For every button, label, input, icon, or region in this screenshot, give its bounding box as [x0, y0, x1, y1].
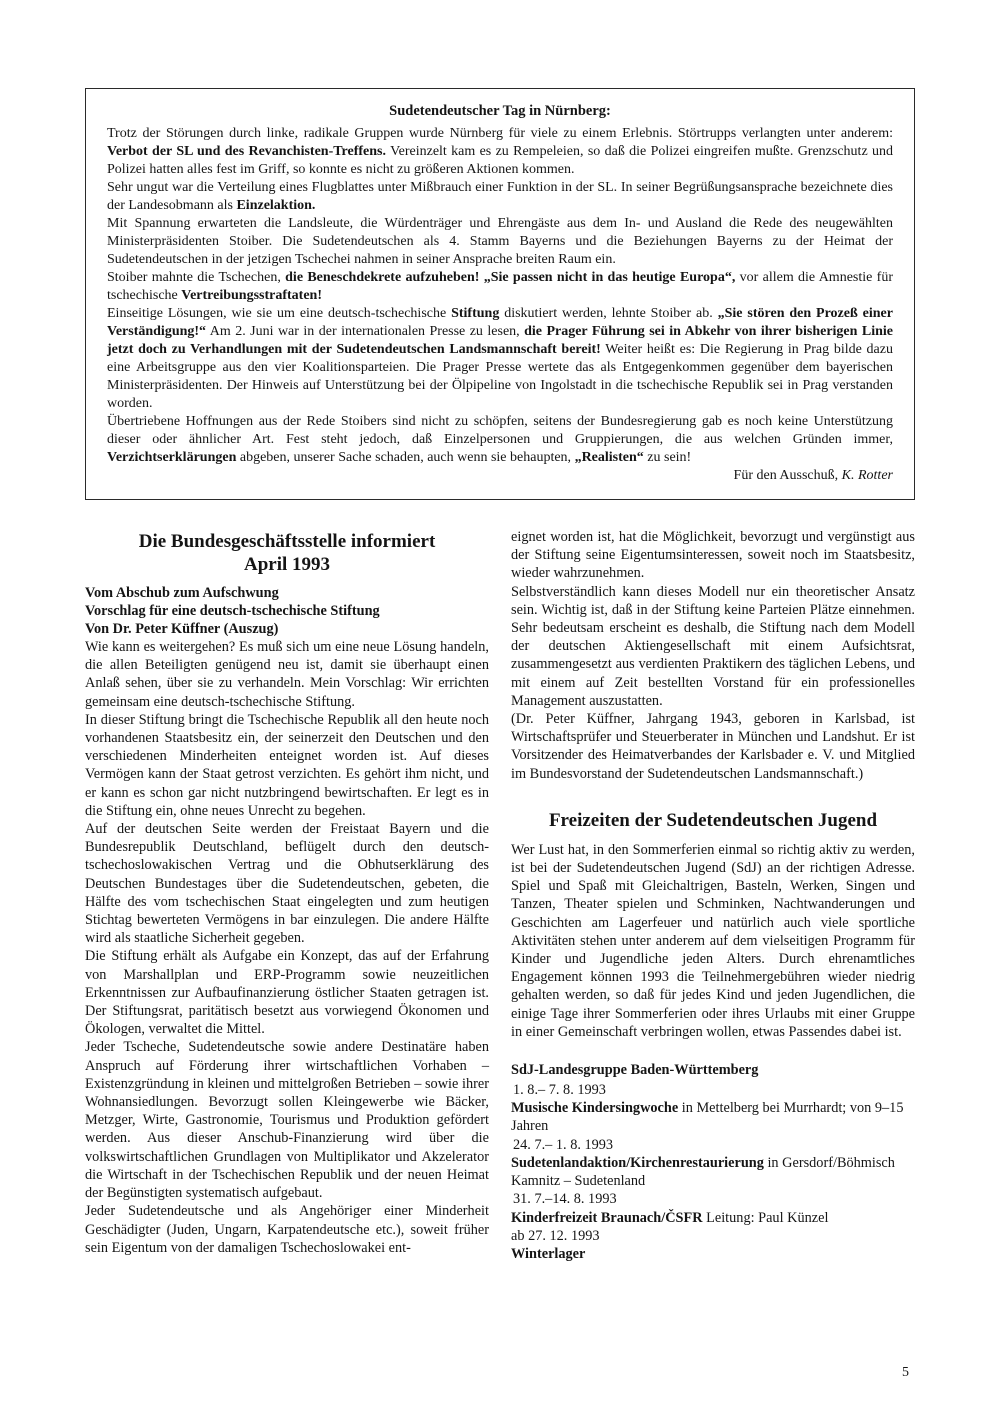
- event-item: Sudetenlandaktion/Kirchenrestaurierung in Gersdorf/Böhmisch Kamnitz – Sudetenland: [511, 1154, 895, 1190]
- info-box: [85, 88, 915, 500]
- event-item: Kinderfreizeit Braunach/ČSFR Leitung: Paul Künzel: [511, 1209, 829, 1226]
- article-paragraph: Selbstverständlich kann dieses Modell nur ein theoretischer Ansatz sein. Wichtig ist, daß in der Stiftung keine Parteien Plätze einnehmen. Sehr bedeutsam erscheint es deshalb, die Stiftung nach dem Modell der deutschen Aktiengesellschaft mit einem Aufsichtsrat, zusammengesetzt aus verdienten Praktikern des täglichen Lebens, und mit einem auf Zeit bestellten Vorstand für ein professionelles Management auszustatten.: [511, 583, 915, 709]
- event-list: [511, 1081, 915, 1263]
- box-paragraph: Stoiber mahnte die Tschechen, die Beneschdekrete aufzuheben! „Sie passen nicht in das heutige Europa“, vor allem die Amnestie für tschechische Vertreibungsstraftaten!: [107, 270, 893, 303]
- box-paragraph: Einseitige Lösungen, wie sie um eine deutsch-tschechische Stiftung diskutiert werden, lehnte Stoiber ab. „Sie stören den Prozeß einer Verständigung!“ Am 2. Juni war in der internationalen Presse zu lesen, die Prager Führung sei in Abkehr von ihrer bisherigen Linie jetzt doch zu Verhandlungen mit der Sudetendeutschen Landsmannschaft bereit! Weiter heißt es: Die Regierung in Prag bilde dazu eine Arbeitsgruppe aus den vier Koalitionsparteien. Die Prager Presse wertete das als Entgegenkommen gegenüber dem bayerischen Ministerpräsidenten. Der Hinweis auf Unterstützung bei der Ölpipeline von Ingolstadt in die tschechische Republik sei in Prag verstanden worden.: [107, 306, 893, 411]
- article-paragraph: Wer Lust hat, in den Sommerferien einmal so richtig aktiv zu werden, ist bei der Sudetendeutschen Jugend (SdJ) an der richtigen Adresse. Spiel und Spaß mit Gleichaltrigen, Basteln, Werken, Singen und Tanzen, Theater spielen und Schminken, Nachtwanderungen und Geschichten am Lagerfeuer und natürlich auch viele sportliche Aktivitäten stehen unter anderem auf dem vielseitigen Programm für Kinder und Jugendliche jeden Alters. Durch ehrenamtliches Engagement können 1993 die Teilnehmergebühren wieder niedrig gehalten werden, so daß für jedes Kind und jeden Jugendlichen, die einige Tage ihrer Sommerferien oder ihres Urlaubs mit einer Gruppe in einer Gemeinschaft verbringen wollen, etwas Passendes dabei ist.: [511, 841, 915, 1040]
- article-subtitle: Vom Abschub zum Aufschwung: [85, 585, 279, 601]
- article-title: Die Bundesgeschäftsstelle informiert: [138, 531, 436, 552]
- box-paragraph: Sehr ungut war die Verteilung eines Flugblattes unter Mißbrauch einer Funktion in der SL. In seiner Begrüßungsansprache bezeichnete dies der Landesobmann als Einzelaktion.: [107, 180, 893, 213]
- event-date: 24. 7.– 1. 8. 1993: [513, 1136, 614, 1153]
- article-subtitle: Vorschlag für eine deutsch-tschechische Stiftung: [85, 603, 380, 619]
- article-paragraph: (Dr. Peter Küffner, Jahrgang 1943, geboren in Karlsbad, ist Wirtschaftsprüfer und Steuerberater in München und Landshut. Er ist Vorsitzender des Heimatverbandes der Karlsbader e. V. und Mitglied im Bundesvorstand der Sudetendeutschen Landsmannschaft.): [511, 711, 915, 782]
- article-date: April 1993: [243, 554, 331, 575]
- box-title: Sudetendeutscher Tag in Nürnberg:: [389, 103, 611, 119]
- article-paragraph: Die Stiftung erhält als Aufgabe ein Konzept, das auf der Erfahrung von Marshallplan und ERP-Programm sowie neuzeitlichen Erkenntnissen zur Aufbaufinanzierung östlicher Staaten getragen ist. Der Stiftungsrat, paritätisch besetzt aus vorwiegend Ökonomen und Ökologen, verwaltet die Mittel.: [85, 948, 489, 1038]
- article-paragraph: Wie kann es weitergehen? Es muß sich um eine neue Lösung handeln, die allen Beteiligten genügend neu ist, damit sie überhaupt einen Anlaß sehen, über sie zu verhandeln. Mein Vorschlag: Wir errichten gemeinsam eine deutsch-tschechische Stiftung.: [85, 639, 489, 710]
- group-heading: SdJ-Landesgruppe Baden-Württemberg: [511, 1062, 759, 1079]
- event-item: Winterlager: [511, 1245, 586, 1262]
- page-number: 5: [902, 1365, 909, 1380]
- event-date: 31. 7.–14. 8. 1993: [513, 1191, 617, 1208]
- article-heading: [85, 530, 489, 576]
- article-paragraph: eignet worden ist, hat die Möglichkeit, bevorzugt und vergünstigt aus der Stiftung seine Eigentumsinteressen, soweit noch im Staatsbesitz, wieder wahrzunehmen.: [511, 529, 915, 582]
- article-paragraph: In dieser Stiftung bringt die Tschechische Republik all den heute noch vorhandenen Staatsbesitz ein, der seinerzeit den Deutschen und den verschiedenen Minderheiten enteignet worden ist. Auf dieses Vermögen kann der Staat getrost verzichten. Es gehört ihm nicht, und er kann es schon gar nicht nutzbringend bewirtschaften. Er legt es in die Stiftung ein, ohne neues Unrecht zu begehen.: [85, 711, 489, 819]
- article-paragraph: Jeder Sudetendeutsche und als Angehöriger einer Minderheit Geschädigter (Juden, Ungarn, Karpatendeutsche etc.), soweit früher sein Eigentum von der damaligen Tschechoslowakei ent-: [85, 1203, 489, 1256]
- box-signature: Für den Ausschuß, K. Rotter: [733, 468, 893, 483]
- event-date: ab 27. 12. 1993: [511, 1227, 600, 1244]
- box-paragraph: Mit Spannung erwarteten die Landsleute, die Würdenträger und Ehrengäste aus dem In- und Ausland die Rede des neugewählten Ministerpräsidenten Stoiber. Die Sudetendeutschen als 4. Stamm Bayerns und die Beziehungen Bayerns zu der Heimat der Sudetendeutschen in der jetzigen Tschechei nahmen in seiner Ansprache breiten Raum ein.: [107, 216, 893, 267]
- article-paragraph: Auf der deutschen Seite werden der Freistaat Bayern und die Bundesrepublik Deutschland, beflügelt durch den deutsch-tschechoslowakischen Vertrag und die Obhutserklärung des Deutschen Bundestages über die Sudetendeutschen, gebeten, die Hälfte des vom tschechischen Staat eingelegten und zum heutigen Stichtag bewerteten Vermögens in bar einzulegen. Die andere Hälfte wird als staatliche Sicherheit gegeben.: [85, 821, 489, 947]
- article-author: Von Dr. Peter Küffner (Auszug): [85, 621, 279, 637]
- section-title: Freizeiten der Sudetendeutschen Jugend: [548, 809, 878, 831]
- right-column: [511, 528, 915, 1263]
- box-paragraph: Trotz der Störungen durch linke, radikale Gruppen wurde Nürnberg für viele zu einem Erlebnis. Störtrupps verlangten unter anderem: Verbot der SL und des Revanchisten-Treffens. Vereinzelt kam es zu Rempeleien, so daß die Polizei eingreifen mußte. Grenzschutz und Polizei hatten alles fest im Griff, so konnte es nicht zu größeren Aktionen kommen.: [107, 126, 893, 177]
- left-column: [85, 528, 489, 1257]
- article-paragraph: Jeder Tscheche, Sudetendeutsche sowie andere Destinatäre haben Anspruch auf Förderung ihrer wirtschaftlichen Vorhaben – Existenzgründung in kleinen und mittelgroßen Betrieben – sowie ihrer Wohnansiedlungen. Bevorzugt sollen Kleingewerbe wie Bäcker, Metzger, Wirte, Gastronomie, Tourismus und Produktion gefördert werden. Aus dieser Anschub-Finanzierung wird über die volkswirtschaftlichen Grundlagen von Multiplikator und Akzelerator die Wirtschaft in der Tschechischen Republik und der neuen Heimat der Begünstigten systematisch aufgebaut.: [85, 1039, 489, 1202]
- event-item: Musische Kindersingwoche in Mettelberg bei Murrhardt; von 9–15 Jahren: [511, 1100, 904, 1135]
- box-paragraph: Übertriebene Hoffnungen aus der Rede Stoibers sind nicht zu schöpfen, seitens der Bundesregierung gab es noch keine Unterstützung dieser oder ähnlicher Art. Fest steht jedoch, daß Einzelpersonen und Gruppierungen, die aus welchen Gründen immer, Verzichtserklärungen abgeben, unserer Sache schaden, auch wenn sie behaupten, „Realisten“ zu sein!: [107, 414, 893, 465]
- event-date: 1. 8.– 7. 8. 1993: [513, 1082, 606, 1099]
